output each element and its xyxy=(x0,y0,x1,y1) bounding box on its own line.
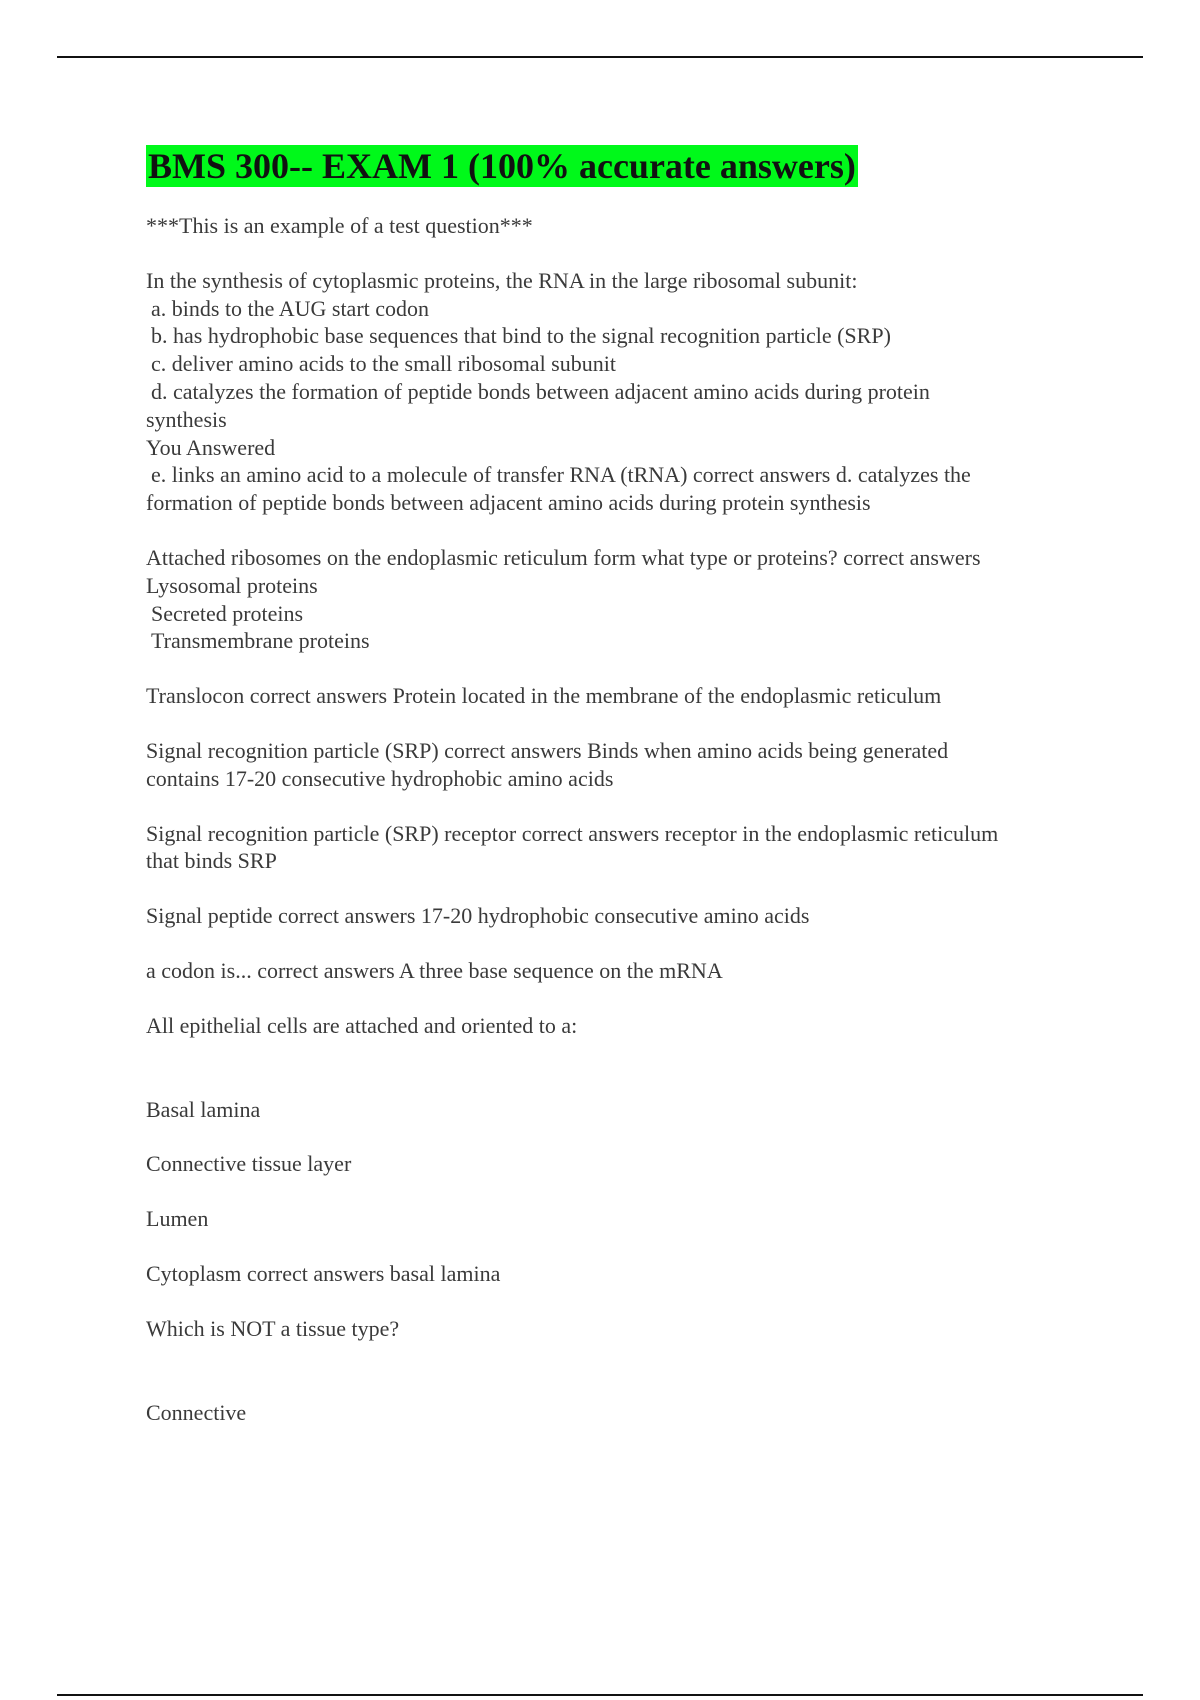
question-text: Attached ribosomes on the endoplasmic reticulum form what type or proteins? correct answers xyxy=(146,544,981,570)
option-d-continued: synthesis xyxy=(146,406,227,432)
option-item: Connective tissue layer xyxy=(146,1151,352,1177)
option-d: d. catalyzes the formation of peptide bonds between adjacent amino acids during protein xyxy=(151,378,930,404)
top-rule xyxy=(57,56,1143,58)
question-line: contains 17-20 consecutive hydrophobic amino acids xyxy=(146,765,614,791)
option-a: a. binds to the AUG start codon xyxy=(151,295,430,321)
question-9 xyxy=(146,1315,1106,1427)
option-item: Connective xyxy=(146,1399,247,1425)
question-6: Signal peptide correct answers 17-20 hydrophobic consecutive amino acids xyxy=(146,903,810,929)
option-e: e. links an amino acid to a molecule of transfer RNA (tRNA) correct answers d. catalyzes the xyxy=(151,462,971,488)
option-c: c. deliver amino acids to the small ribosomal subunit xyxy=(151,351,616,377)
option-item: Cytoplasm correct answers basal lamina xyxy=(146,1260,501,1286)
question-7: a codon is... correct answers A three base sequence on the mRNA xyxy=(146,957,723,983)
question-text: Which is NOT a tissue type? xyxy=(146,1315,400,1341)
question-text: All epithelial cells are attached and oriented to a: xyxy=(146,1012,578,1038)
document-body xyxy=(146,145,1106,1426)
bottom-rule xyxy=(57,1694,1143,1696)
you-answered-label: You Answered xyxy=(146,434,276,460)
option-e-continued: formation of peptide bonds between adjacent amino acids during protein synthesis xyxy=(146,490,871,516)
question-line: that binds SRP xyxy=(146,848,277,874)
question-8 xyxy=(146,1012,1106,1288)
question-text: In the synthesis of cytoplasmic proteins, the RNA in the large ribosomal subunit: xyxy=(146,267,858,293)
answer-item: Transmembrane proteins xyxy=(151,628,370,654)
question-4 xyxy=(146,737,1106,793)
question-1 xyxy=(146,267,1106,517)
question-2 xyxy=(146,544,1106,655)
question-3: Translocon correct answers Protein located in the membrane of the endoplasmic reticulum xyxy=(146,683,942,709)
option-item: Lumen xyxy=(146,1206,209,1232)
answer-item: Lysosomal proteins xyxy=(146,572,318,598)
option-item: Basal lamina xyxy=(146,1096,261,1122)
answer-item: Secreted proteins xyxy=(151,600,304,626)
option-b: b. has hydrophobic base sequences that bind to the signal recognition particle (SRP) xyxy=(151,323,891,349)
question-line: Signal recognition particle (SRP) receptor correct answers receptor in the endoplasmic reticulum xyxy=(146,820,999,846)
question-line: Signal recognition particle (SRP) correct answers Binds when amino acids being generated xyxy=(146,737,949,763)
example-note: ***This is an example of a test question*** xyxy=(146,213,533,238)
document-title: BMS 300-- EXAM 1 (100% accurate answers) xyxy=(148,146,856,186)
question-5 xyxy=(146,820,1106,876)
